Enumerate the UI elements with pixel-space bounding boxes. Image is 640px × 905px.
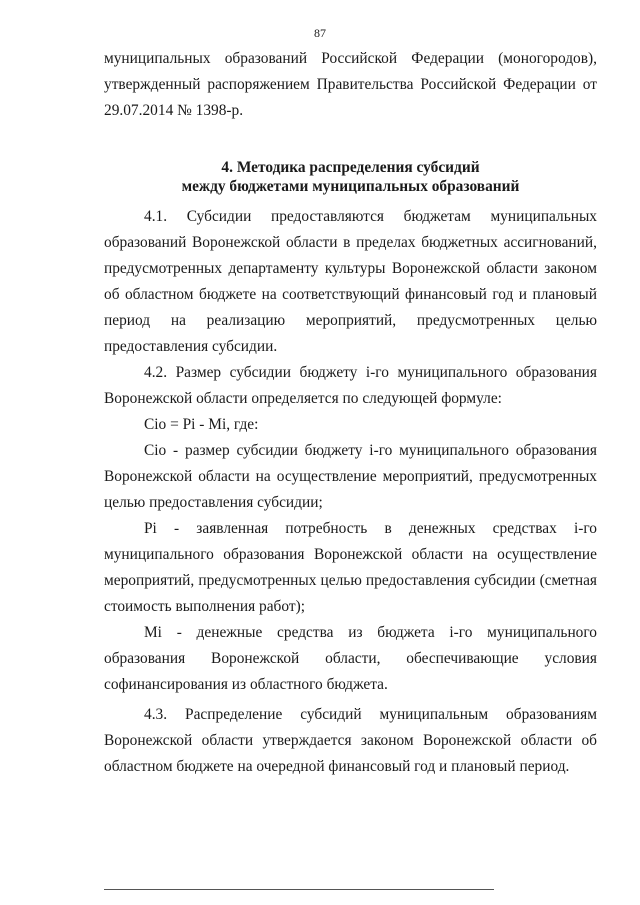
definition-cio: Сio - размер субсидии бюджету i-го муниципального образования Воронежской области на осуществление мероприятий, предусмотренных целью предоставления субсидии; — [104, 442, 597, 511]
footer-divider — [104, 889, 494, 890]
section-title-line-2: между бюджетами муниципальных образований — [181, 178, 520, 195]
section-title-line-1: 4. Методика распределения субсидий — [221, 159, 480, 176]
paragraph-4-3: 4.3. Распределение субсидий муниципальным образованиям Воронежской области утверждается законом Воронежской области об областном бюджете на очередной финансовый год и плановый период. — [104, 706, 597, 775]
intro-paragraph: муниципальных образований Российской Федерации (моногородов), утвержденный распоряжением Правительства Российской Федерации от 29.07.2014 № 1398-р. — [104, 50, 597, 119]
page-number: 87 — [314, 26, 326, 40]
definition-pi: Pi - заявленная потребность в денежных средствах i-го муниципального образования Воронежской области на осуществление мероприятий, предусмотренных целью предоставления субсидии (сметная стоимость выполнения работ); — [104, 520, 597, 615]
formula: Сio = Pi - Mi, где: — [144, 416, 259, 433]
paragraph-4-2: 4.2. Размер субсидии бюджету i-го муниципального образования Воронежской области определяется по следующей формуле: — [104, 364, 597, 407]
document-body — [104, 46, 597, 780]
paragraph-4-1: 4.1. Субсидии предоставляются бюджетам муниципальных образований Воронежской области в пределах бюджетных ассигнований, предусмотренных департаменту культуры Воронежской области законом об областном бюджете на соответствующий финансовый год и плановый период на реализацию мероприятий, предусмотренных целью предоставления субсидии. — [104, 208, 597, 355]
section-heading — [104, 158, 597, 196]
definition-mi: Mi - денежные средства из бюджета i-го муниципального образования Воронежской области, обеспечивающие условия софинансирования из областного бюджета. — [104, 624, 597, 693]
